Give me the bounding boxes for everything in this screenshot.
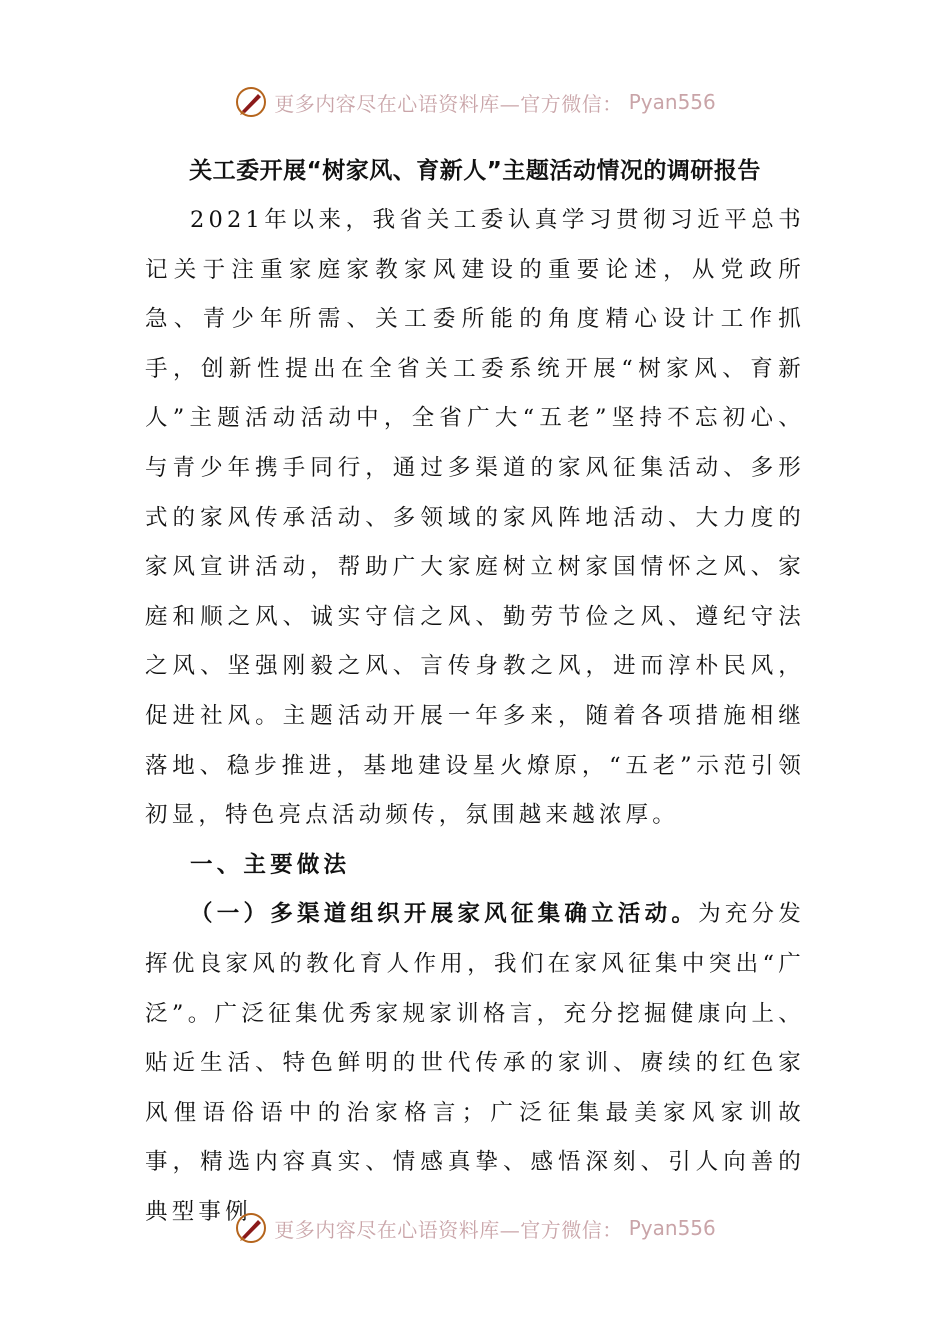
- watermark-contact: Pyan556: [628, 1216, 716, 1240]
- watermark-text: 更多内容尽在心语资料库—官方微信：: [274, 1217, 623, 1242]
- subsection-heading: （一）多渠道组织开展家风征集确立活动。: [190, 901, 699, 928]
- pen-logo-icon: [234, 1211, 268, 1245]
- section-heading: 一、主要做法: [190, 851, 351, 878]
- intro-paragraph: 2021年以来，我省关工委认真学习贯彻习近平总书记关于注重家庭家教家风建设的重要论述，从党政所急、青少年所需、关工委所能的角度精心设计工作抓手，创新性提出在全省关工委系统开展“树家风、育新人”主题活动活动中，全省广大“五老”坚持不忘初心、与青少年携手同行，通过多渠道的家风征集活动、多形式的家风传承活动、多领域的家风阵地活动、大力度的家风宣讲活动，帮助广大家庭树立树家国情怀之风、家庭和顺之风、诚实守信之风、勤劳节俭之风、遵纪守法之风、坚强刚毅之风、言传身教之风，进而淳朴民风，促进社风。主题活动开展一年多来，随着各项措施相继落地、稳步推进，基地建设星火燎原，“五老”示范引领初显，特色亮点活动频传，氛围越来越浓厚。: [145, 207, 805, 829]
- document-title: 关工委开展“树家风、育新人”主题活动情况的调研报告: [189, 158, 761, 184]
- document-body: [145, 196, 805, 1237]
- watermark-contact: Pyan556: [628, 90, 716, 114]
- subsection-body: 为充分发挥优良家风的教化育人作用，我们在家风征集中突出“广泛”。广泛征集优秀家规家训格言，充分挖掘健康向上、贴近生活、特色鲜明的世代传承的家训、赓续的红色家风俚语俗语中的治家格言；广泛征集最美家风家训故事，精选内容真实、情感真挚、感悟深刻、引人向善的典型事例: [145, 901, 805, 1225]
- watermark-header: [0, 82, 950, 122]
- subsection-paragraph: [145, 890, 805, 1237]
- pen-logo-icon: [234, 85, 268, 119]
- watermark-footer: [0, 1208, 950, 1248]
- watermark-text: 更多内容尽在心语资料库—官方微信：: [274, 91, 623, 116]
